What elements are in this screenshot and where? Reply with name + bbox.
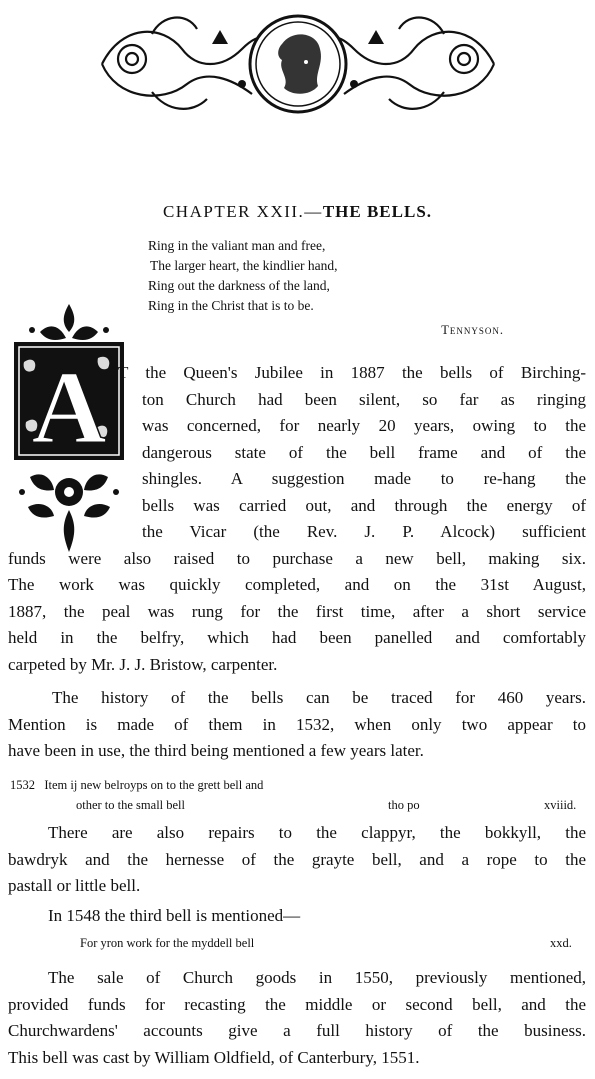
account-entry-1532 (10, 775, 590, 815)
account-amount: xviiid. (544, 798, 577, 812)
paragraph-history (8, 685, 586, 765)
epigraph (148, 236, 508, 340)
text-line: shingles. A suggestion made to re-hang the (142, 469, 586, 488)
text-line: was concerned, for nearly 20 years, owing to the (142, 416, 586, 435)
text-line: the Vicar (the Rev. J. P. Alcock) sufficient (142, 522, 586, 541)
paragraph-jubilee (8, 360, 586, 678)
text-line: carpeted by Mr. J. J. Bristow, carpenter. (8, 654, 278, 674)
paragraph-repairs (8, 820, 586, 900)
paragraph-church-goods (8, 965, 586, 1071)
text-line: In 1548 the third bell is mentioned— (48, 906, 301, 925)
text-line: pastall or little bell. (8, 876, 141, 895)
text-line: The history of the bells can be traced for 460 years. (52, 688, 586, 707)
chapter-subject: THE BELLS. (322, 202, 433, 221)
text-line: held in the belfry, which had been panelled and comfortably (8, 628, 586, 647)
text-line: provided funds for recasting the middle or second bell, and the (8, 994, 586, 1014)
text-line: bells was carried out, and through the energy of (142, 495, 586, 515)
chapter-number: CHAPTER XXII.— (162, 202, 323, 221)
text-line: The sale of Church goods in 1550, previously mentioned, (48, 968, 586, 987)
chapter-title (0, 202, 595, 222)
epigraph-line: Ring in the Christ that is to be. (148, 298, 314, 313)
account-entry-ironwork (80, 933, 580, 953)
account-item-text: For yron work for the myddell bell (80, 936, 255, 950)
text-line: funds were also raised to purchase a new bell, making six. (8, 548, 586, 568)
decorative-drop-cap (10, 302, 128, 557)
epigraph-line: Ring out the darkness of the land, (148, 278, 330, 293)
epigraph-line: The larger heart, the kindlier hand, (150, 258, 338, 273)
text-line: Churchwardens' accounts give a full history of the business. (8, 1021, 586, 1040)
text-line: Mention is made of them in 1532, when only two appear to (8, 714, 586, 734)
text-line: have been in use, the third being mentioned a few years later. (8, 741, 424, 760)
account-year: 1532 (10, 778, 35, 792)
paragraph-third-bell (8, 903, 586, 930)
ornamental-headpiece (92, 4, 504, 122)
text-line: ton Church had been silent, so far as ringing (142, 389, 586, 409)
epigraph-attribution: Tennyson. (441, 323, 504, 337)
text-line: 1887, the peal was rung for the first time, after a short service (8, 601, 586, 621)
text-line: This bell was cast by William Oldfield, of Canterbury, 1551. (8, 1047, 420, 1067)
account-item-text: Item ij new belroyps on to the grett bell and (44, 778, 264, 792)
text-line: The work was quickly completed, and on the 31st August, (8, 575, 586, 594)
epigraph-line: Ring in the valiant man and free, (148, 238, 326, 253)
drop-cap-letter: A (31, 350, 107, 465)
account-amount: xxd. (550, 936, 572, 950)
text-line: dangerous state of the bell frame and of the (142, 442, 586, 462)
text-line: bawdryk and the hernesse of the grayte bell, and a rope to the (8, 849, 586, 869)
account-item-text: other to the small bell (76, 798, 186, 812)
account-note: tho po (388, 798, 420, 812)
text-line: T the Queen's Jubilee in 1887 the bells of Birching- (118, 363, 586, 382)
text-line: There are also repairs to the clappyr, the bokkyll, the (48, 823, 586, 842)
